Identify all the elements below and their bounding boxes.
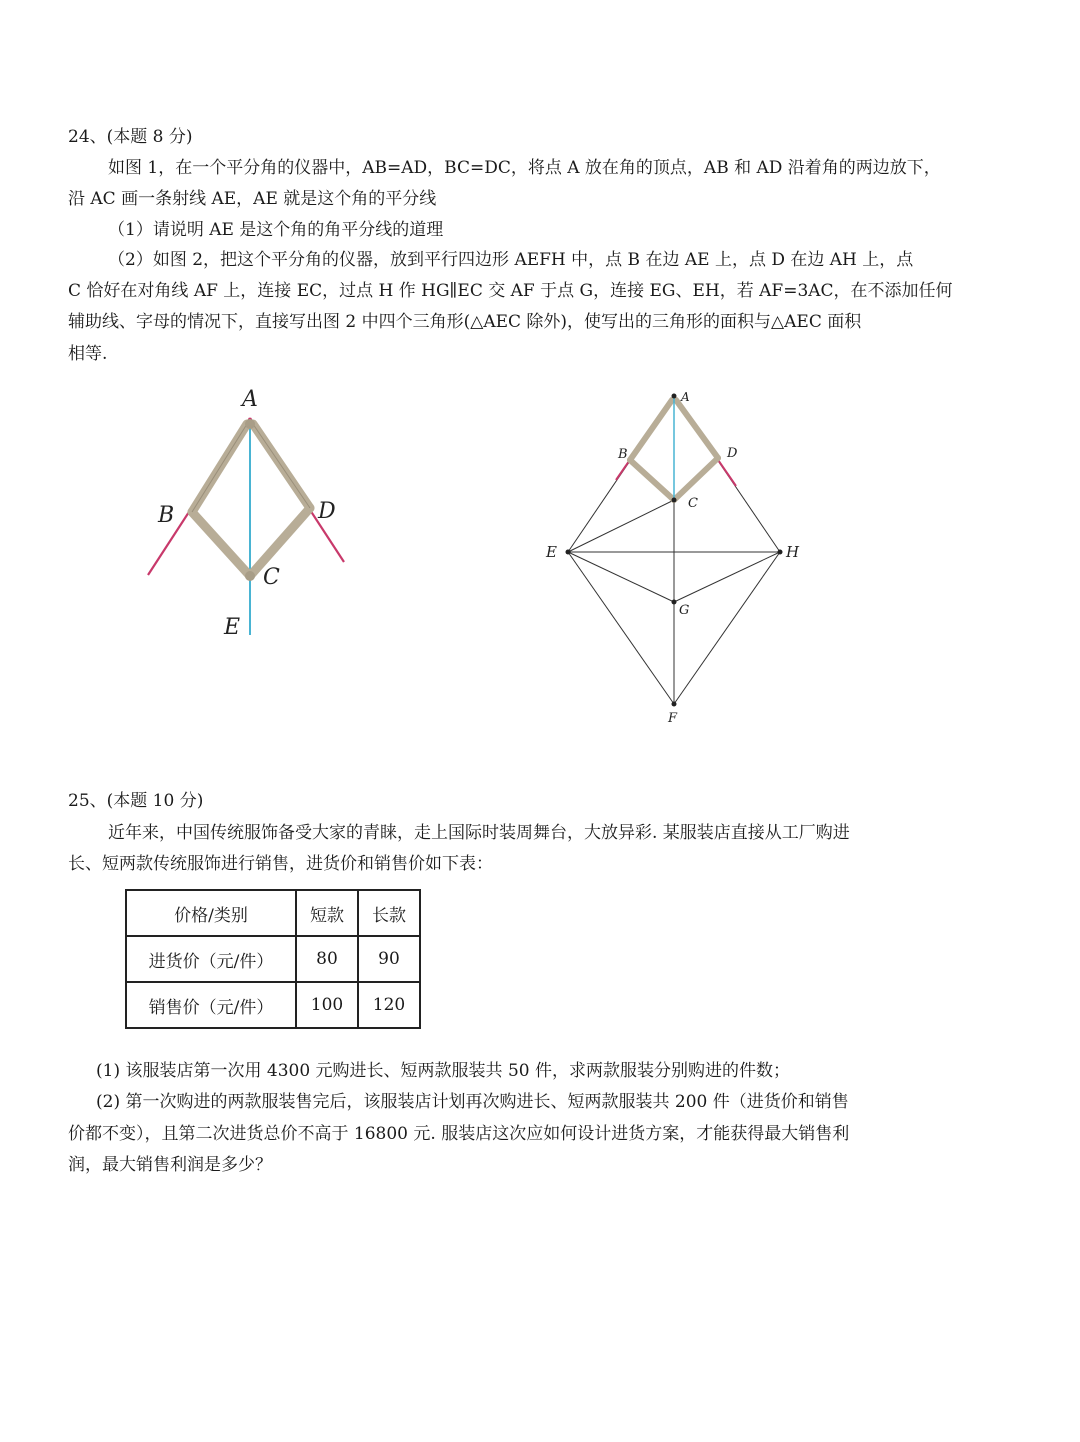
label-f-2: F <box>668 711 678 726</box>
q25-part-2-cont: 价都不变），且第二次进货总价不高于 16800 元. 服装店这次应如何设计进货方案，才能获得最大销售利 <box>68 1124 850 1144</box>
label-g-2: G <box>679 603 690 618</box>
bar-dc <box>250 508 310 576</box>
label-c: C <box>263 565 280 590</box>
segment-eg <box>568 552 674 602</box>
table-cell: 销售价（元/件） <box>126 982 296 1028</box>
figure-1-angle-bisector-instrument <box>130 380 370 650</box>
table-cell: 120 <box>358 982 420 1028</box>
point-a <box>672 394 677 399</box>
bar-ab-2 <box>630 400 672 460</box>
table-header-cell: 价格/类别 <box>126 890 296 936</box>
pivot-c <box>245 571 255 581</box>
q24-line-6: 辅助线、字母的情况下，直接写出图 2 中四个三角形(△AEC 除外)，使写出的三角形的面积与△AEC 面积 <box>68 312 862 332</box>
point-h <box>778 550 783 555</box>
q24-line-2: 沿 AC 画一条射线 AE，AE 就是这个角的平分线 <box>68 189 437 209</box>
table-header-cell: 短款 <box>296 890 358 936</box>
figure-2-parallelogram <box>530 380 830 730</box>
label-b: B <box>158 503 175 528</box>
segment-ec <box>568 500 674 552</box>
q24-line-7: 相等. <box>68 344 108 364</box>
label-d-2: D <box>727 446 738 461</box>
label-h-2: H <box>786 543 800 561</box>
label-b-2: B <box>618 447 628 462</box>
table-cell: 进货价（元/件） <box>126 936 296 982</box>
q24-line-1: 如图 1，在一个平分角的仪器中，AB=AD，BC=DC，将点 A 放在角的顶点，AB 和 AD 沿着角的两边放下， <box>108 158 941 178</box>
point-e <box>566 550 571 555</box>
segment-hg <box>674 552 780 602</box>
point-c <box>672 498 677 503</box>
bar-dc-2 <box>674 458 718 500</box>
q25-part-1: (1) 该服装店第一次用 4300 元购进长、短两款服装共 50 件，求两款服装分别购进的件数； <box>96 1061 790 1081</box>
label-e: E <box>224 615 241 640</box>
label-a: A <box>242 387 258 412</box>
table-cell: 80 <box>296 936 358 982</box>
pivot-a <box>245 419 255 429</box>
price-table <box>125 889 421 1029</box>
q24-part-1: （1）请说明 AE 是这个角的角平分线的道理 <box>108 220 444 240</box>
point-f <box>672 702 677 707</box>
label-e-2: E <box>546 543 557 561</box>
q25-part-2: (2) 第一次购进的两款服装售完后，该服装店计划再次购进长、短两款服装共 200 件（进货价和销售 <box>96 1092 849 1112</box>
bar-bc-2 <box>630 460 674 500</box>
bar-bc <box>192 512 250 576</box>
q25-heading: 25、(本题 10 分) <box>68 791 204 811</box>
table-cell: 90 <box>358 936 420 982</box>
label-d: D <box>318 499 336 524</box>
point-g <box>672 600 677 605</box>
q24-line-5: C 恰好在对角线 AF 上，连接 EC，过点 H 作 HG∥EC 交 AF 于点 G，连接 EG、EH，若 AF=3AC，在不添加任何 <box>68 281 953 301</box>
q24-part-2: （2）如图 2，把这个平分角的仪器，放到平行四边形 AEFH 中，点 B 在边 AE 上，点 D 在边 AH 上，点 <box>108 250 914 270</box>
label-c-2: C <box>688 496 698 511</box>
table-cell: 100 <box>296 982 358 1028</box>
table-row <box>126 936 420 982</box>
q25-part-2-end: 润，最大销售利润是多少？ <box>68 1155 272 1175</box>
edge-hf <box>674 552 780 704</box>
q25-line-2: 长、短两款传统服饰进行销售，进货价和销售价如下表： <box>68 854 493 874</box>
bar-ad-2 <box>676 400 718 458</box>
q25-line-1: 近年来，中国传统服饰备受大家的青睐，走上国际时装周舞台，大放异彩. 某服装店直接从工厂购进 <box>108 823 850 843</box>
q24-heading: 24、(本题 8 分) <box>68 127 193 147</box>
label-a-2: A <box>681 390 690 404</box>
table-row <box>126 982 420 1028</box>
table-header-row <box>126 890 420 936</box>
edge-ef <box>568 552 674 704</box>
table-header-cell: 长款 <box>358 890 420 936</box>
